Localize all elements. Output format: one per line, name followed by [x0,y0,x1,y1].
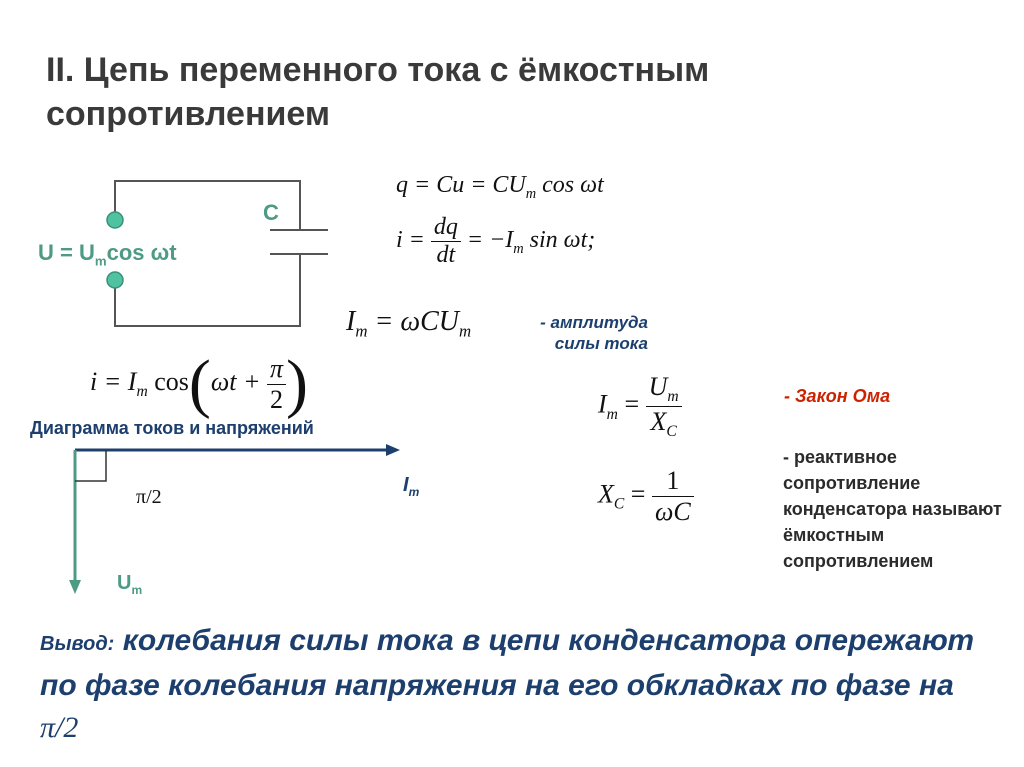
formula-current-sub: m [513,240,524,257]
capacitor-label: C [263,200,279,225]
formula-phase-inner: ωt + [210,366,267,396]
formula-ohm-num [646,372,682,406]
formula-dt: dt [431,241,461,269]
current-phasor-main: I [403,474,409,496]
formula-ohm-num-text: U [648,372,668,401]
formula-ohm-lhs: I [598,389,607,419]
formula-reactance-den: ωC [652,496,694,527]
formula-ohm-law [598,372,682,441]
current-axis-arrowhead [386,444,400,456]
formula-ohm-den-sub: C [666,423,677,441]
note-amplitude: - амплитуда силы тока [540,313,648,353]
formula-amplitude [346,306,471,342]
formula-amplitude-mid: = ωCU [367,306,460,337]
formula-current-tail: sin ωt; [523,227,596,254]
formula-reactance-lhs: X [598,479,614,509]
formula-amplitude-lhs: I [346,306,356,337]
formula-reactance-fraction [652,466,694,527]
angle-label: π/2 [136,486,162,508]
formula-current-lhs: i = [396,227,431,254]
formula-reactance-num: 1 [666,466,680,495]
formula-ohm-den-text: X [650,407,667,437]
formula-current-derivative [396,214,595,269]
formula-phase-cos: cos [147,366,189,396]
page-title: II. Цепь переменного тока с ёмкостным сопротивлением [46,51,710,133]
formula-phase-fraction [267,354,286,415]
source-label-tail: cos ωt [106,240,177,265]
formula-current-mid: = −I [460,227,514,254]
formula-phase-paren-close: ) [286,347,309,420]
formula-phase-sub: m [136,383,148,401]
formula-reactance [598,466,694,527]
formula-ohm-fraction [646,372,682,441]
diagram-title: Диаграмма токов и напряжений [30,418,314,438]
formula-amplitude-sub2: m [459,321,472,341]
circuit-terminal-top [107,212,123,228]
formula-charge-tail: cos ωt [536,172,604,198]
conclusion-lead: Вывод: [40,633,115,655]
source-voltage-label [38,240,177,268]
conclusion-text: колебания силы тока в цепи конденсатора опережают по фазе колебания напряжения на его обкладках по фазе на [40,624,975,702]
formula-phase-paren-open: ( [188,347,211,420]
source-label-sub: m [94,253,107,269]
formula-dq: dq [433,214,458,240]
current-phasor-label [403,474,419,499]
formula-ohm-den [646,406,682,441]
conclusion-tail: π/2 [40,711,79,744]
formula-charge-sub: m [525,185,537,202]
formula-charge-text: q = Cu = CU [396,172,526,198]
current-phasor-sub: m [408,485,420,499]
formula-current-phase [90,346,308,422]
right-angle-marker [75,450,106,481]
formula-amplitude-sub: m [355,321,368,341]
voltage-phasor-label [117,572,142,597]
voltage-phasor-main: U [117,572,132,594]
voltage-axis-arrowhead [69,580,81,594]
source-label-main: U = U [38,240,95,265]
circuit-terminal-bottom [107,272,123,288]
note-ohm-law: - Закон Ома [784,386,891,406]
formula-phase-num: π [270,353,284,383]
formula-ohm-sub: m [606,405,618,423]
formula-ohm-num-sub: m [667,388,679,406]
note-reactive-resistance: - реактивное сопротивление конденсатора называют ёмкостным сопротивлением [783,447,1002,571]
formula-reactance-sub: C [613,495,625,513]
formula-reactance-eq: = [624,479,652,509]
formula-ohm-eq: = [617,389,646,419]
voltage-phasor-sub: m [131,583,143,597]
conclusion-block [40,620,980,749]
formula-charge [396,172,604,203]
formula-phase-den: 2 [267,384,286,415]
formula-phase-lhs: i = I [90,366,137,396]
formula-dq-dt [431,214,461,269]
